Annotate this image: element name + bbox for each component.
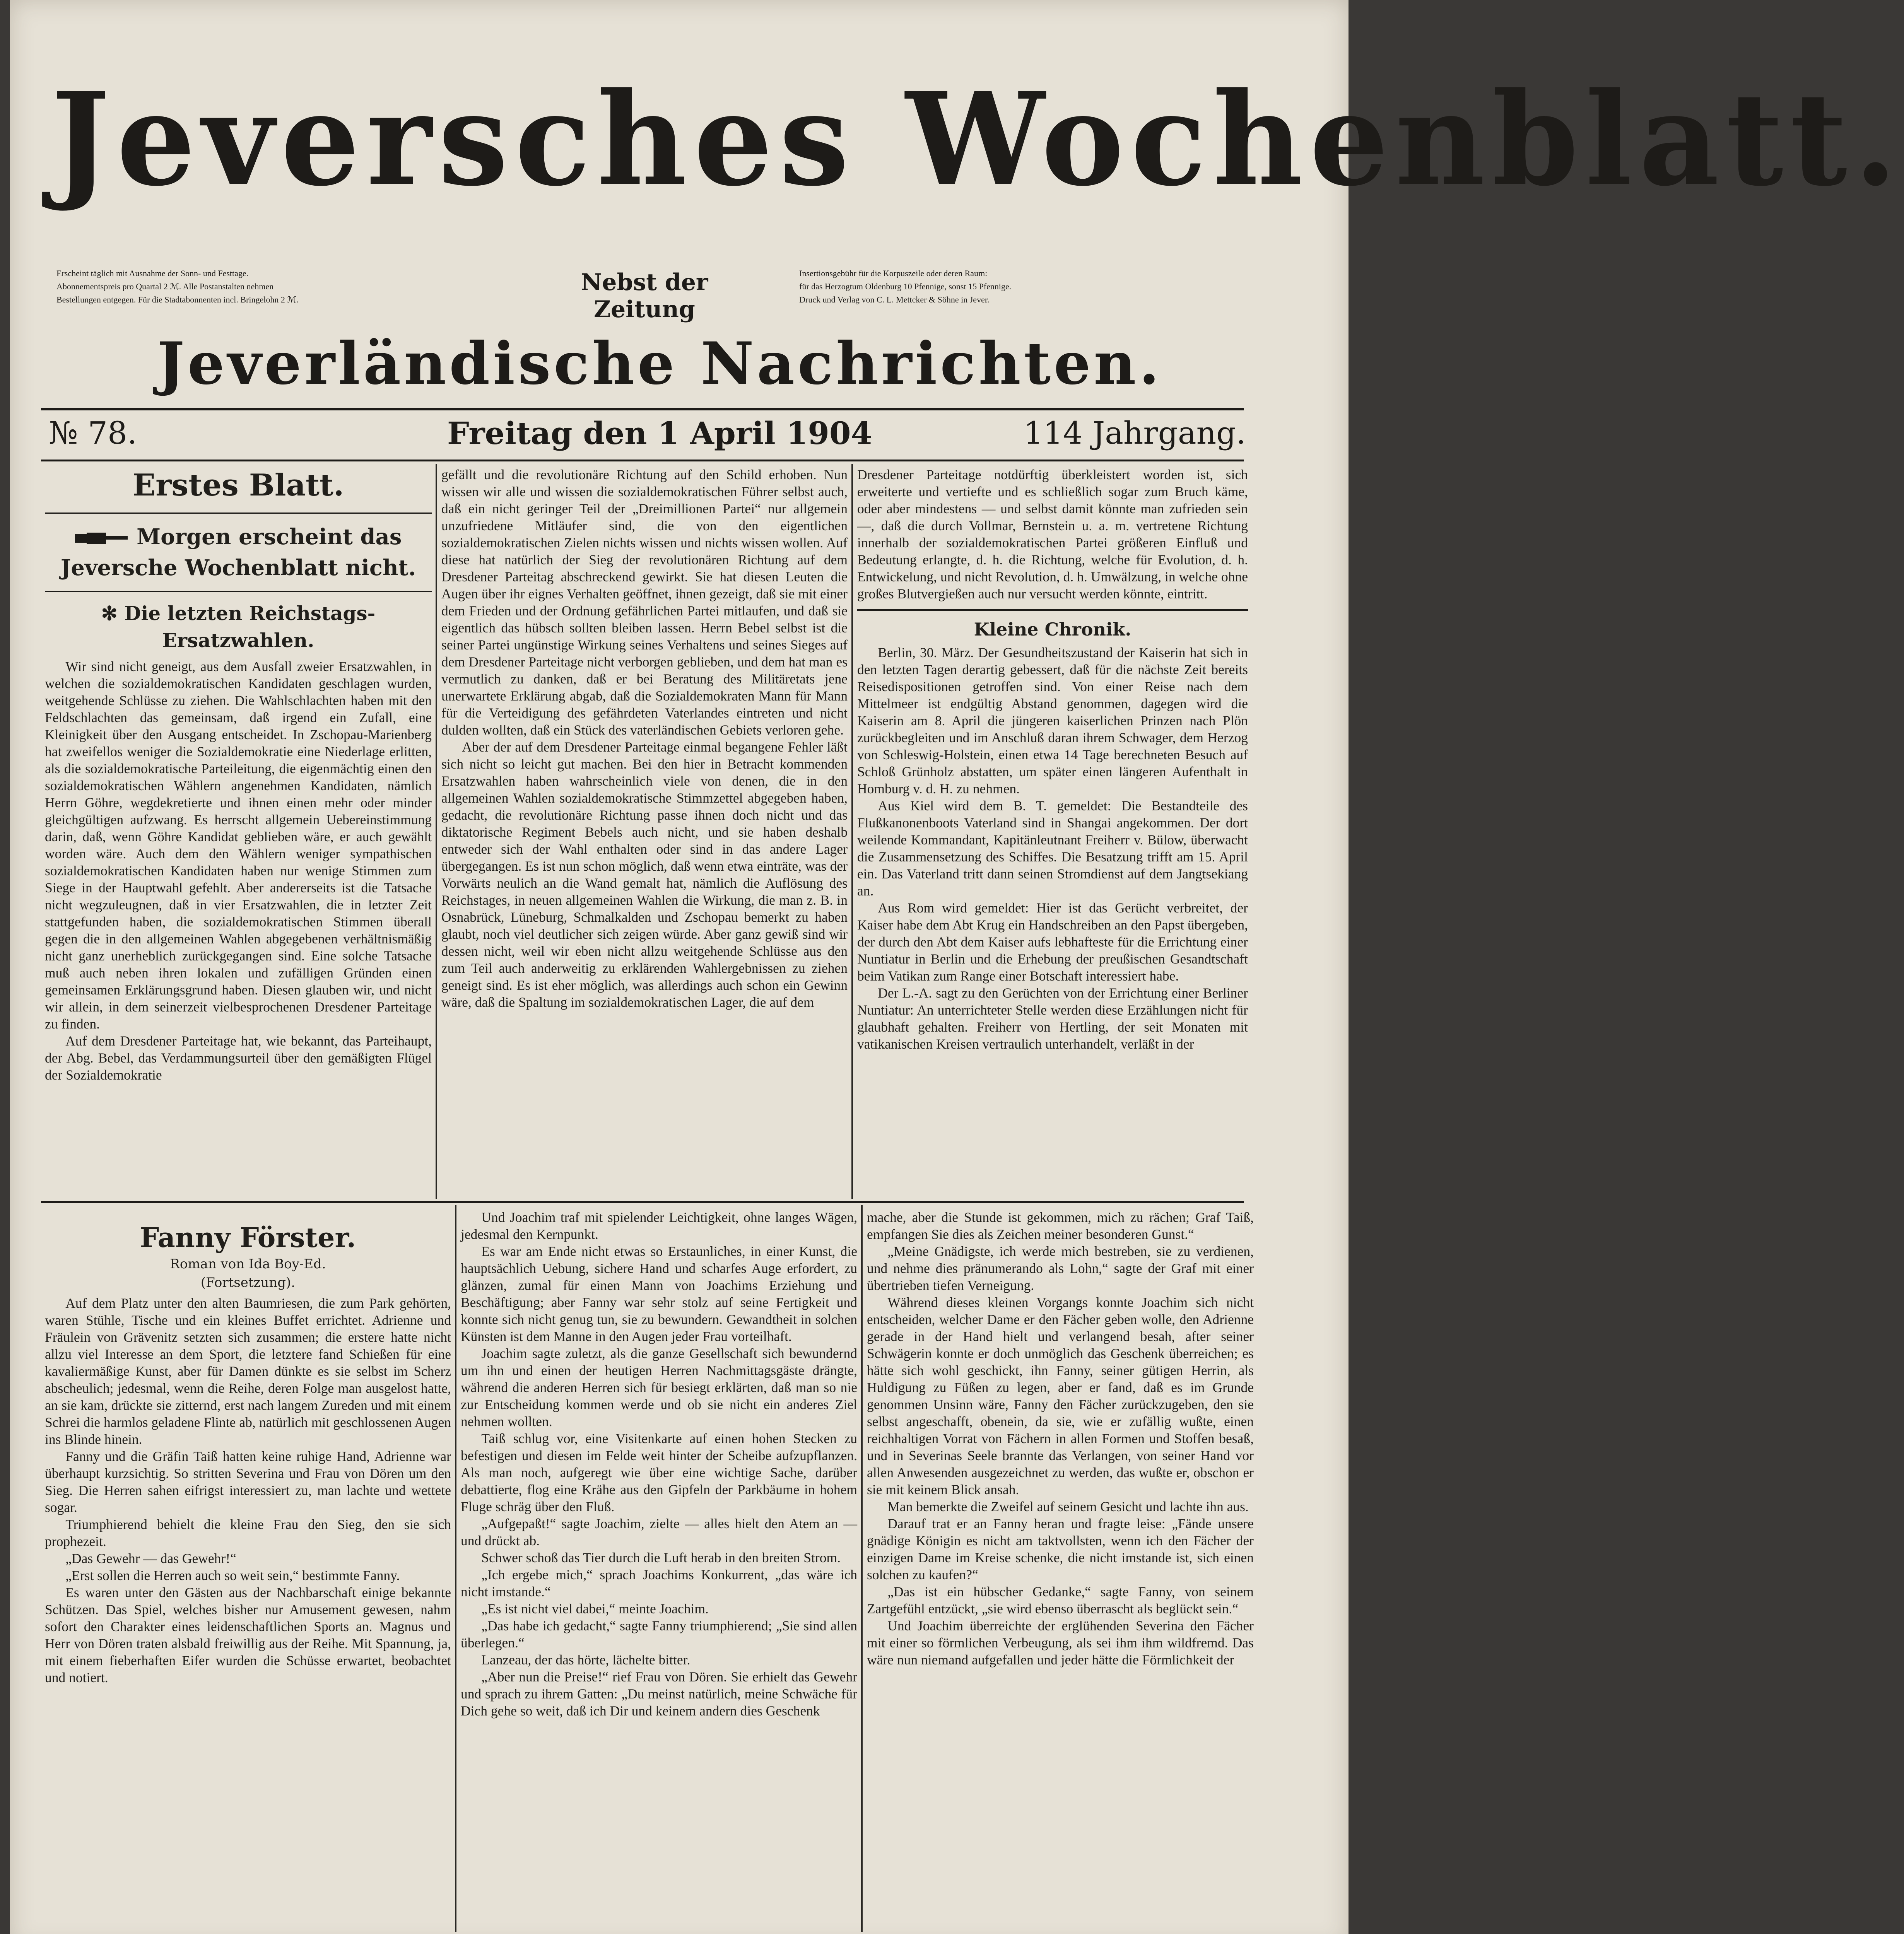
subscription-info <box>56 267 463 306</box>
chronik-paragraph: Aus Rom wird gemeldet: Hier ist das Gerücht verbreitet, der Kaiser habe dem Abt Krug ein Handschreiben an den Papst übergeben, der durch den Abt dem Kaiser aufs lebhafteste für die Errichtung einer Nuntiatur in Berlin und die Erhebung der preußischen Gesandtschaft beim Vatikan zum Range einer Botschaft interessiert habe. <box>857 900 1248 984</box>
novel-paragraph: „Das Gewehr — das Gewehr!“ <box>65 1551 236 1566</box>
article-paragraph: gefällt und die revolutionäre Richtung auf den Schild erhoben. Nun wissen wir alle und wissen die sozialdemokratischen Führer selbst auch, daß ein nicht geringer Teil der „Dreimillionen Partei“ nur allgemein unzufriedene Mitläufer sind, die von den eigentlichen sozialdemokratischen Zielen nichts wissen und nichts wissen wollen. Auf diese hat natürlich der Sieg der revolutionären Richtung auf dem Dresdener Parteitag abschreckend gewirkt. Sie hat diesen Leuten die Augen über ihr eignes Verhalten geöffnet, ihnen gezeigt, daß sie mit einer dem Frieden und der Ordnung gefährlichen Partei mitlaufen, und daß sie eigentlich das hübsch sollten bleiben lassen. Herrn Bebel selbst ist die seiner Partei ungünstige Wirkung seines Verhaltens und seines Sieges auf dem Dresdener Parteitage nicht verborgen geblieben, und dem hat man es vermutlich zu danken, daß er bei Beratung des Militäretats jene unerwartete Erklärung abgab, daß die Sozialdemokraten Mann für Mann für die Verteidigung des gefährdeten Vaterlandes eintreten und nicht dulden wollten, daß ein Stück des vaterländischen Gebiets verloren gehe. <box>441 467 848 738</box>
novel-paragraph: Und Joachim traf mit spielender Leichtigkeit, ohne langes Wägen, jedesmal den Kernpunkt. <box>461 1210 857 1242</box>
feuilleton-rule <box>41 1201 1244 1203</box>
feuilleton-column-2 <box>461 1209 857 1932</box>
feuilleton-byline: Roman von Ida Boy-Ed. <box>170 1256 326 1272</box>
chronik-title: Kleine Chronik. <box>974 619 1131 640</box>
novel-paragraph: „Aufgepaßt!“ sagte Joachim, zielte — alles hielt den Atem an — und drückt ab. <box>461 1516 857 1548</box>
novel-paragraph: Taiß schlug vor, eine Visitenkarte auf einen hohen Stecken zu befestigen und diesen im Felde weit hinter der Scheibe aufzupflanzen. Als man noch, aufgeregt wie über eine wichtige Sache, darüber debattierte, flog eine Krähe aus den Gipfeln der Parkbäume in hohem Fluge schräg über den Fluß. <box>461 1431 857 1514</box>
novel-paragraph: Joachim sagte zuletzt, als die ganze Gesellschaft sich bewundernd um ihn und einen der heutigen Herren Nachmittagsgäste drängte, während die anderen Herren sich für besiegt erklärten, daß man so nie zur Entscheidung kommen werde und ob sie nicht ein anderes Ziel nehmen wollten. <box>461 1346 857 1429</box>
newspaper-page <box>10 0 1904 1934</box>
issue-number: № 78. <box>49 415 137 451</box>
feuilleton-column-3 <box>867 1209 1254 1932</box>
novel-paragraph: „Das ist ein hübscher Gedanke,“ sagte Fanny, von seinem Zartgefühl entzückt, „sie wird ebenso überrascht als beglückt sein.“ <box>867 1584 1254 1616</box>
section-rule <box>857 609 1248 611</box>
dateline-bottom-rule <box>41 460 1244 461</box>
column-divider <box>861 1205 863 1932</box>
column-divider <box>436 464 437 1199</box>
pointing-hand-icon <box>75 529 129 548</box>
feuilleton-title: Fanny Förster. <box>140 1222 356 1254</box>
column-1 <box>45 466 432 1197</box>
novel-paragraph: Lanzeau, der das hörte, lächelte bitter. <box>481 1652 690 1667</box>
column-divider <box>455 1205 456 1932</box>
subscription-line: Abonnementspreis pro Quartal 2 ℳ. Alle Postanstalten nehmen <box>56 282 274 291</box>
erstes-blatt-label: Erstes Blatt. <box>132 468 344 503</box>
advertising-line: für das Herzogtum Oldenburg 10 Pfennige, sonst 15 Pfennige. <box>799 282 1012 291</box>
notice-rule <box>45 513 432 514</box>
novel-paragraph: Während dieses kleinen Vorgangs konnte Joachim sich nicht entscheiden, welcher Dame er den Fächer geben wolle, den Adrienne gerade in der Hand hielt und verlangend besah, after seiner Schwägerin konnte er doch unmöglich das Geschenk überreichen; es hätte sich wohl geschickt, ihn Fanny, seiner gütigen Herrin, als Huldigung zu Füßen zu legen, aber er fand, daß es im Grunde genommen Unsinn wäre, Fanny den Fächer zurückzugeben, den sie selbst angeschafft, obenein, da sie, wie er zufällig wußte, einen reichhaltigen Vorrat von Fächern in allen Formen und Stoffen besaß, und in Severinas Seele brannte das Verlangen, von seiner Hand vor allen Anwesenden ausgezeichnet zu werden, das wußte er, obschon er sie mit keinem Blick ansah. <box>867 1295 1254 1497</box>
novel-paragraph: Und Joachim überreichte der erglühenden Severina den Fächer mit einer so förmlichen Verbeugung, als sei ihm ihm wildfremd. Das wäre nun niemand aufgefallen und jeder hätte die Förmlichkeit der <box>867 1618 1254 1667</box>
article-paragraph: Dresdener Parteitage notdürftig überkleistert worden ist, sich erweiterte und vertiefte und es schließlich sogar zum Bruch käme, oder aber mindestens — und selbst damit könnte man zufrieden sein —, daß die durch Vollmar, Bernstein u. a. m. vertretene Richtung innerhalb der sozialdemokratischen Partei größeren Einfluß und Bedeutung erlangte, d. h. die Richtung, welche für Evolution, d. h. Entwickelung, und nicht Revolution, d. h. Umwälzung, in welche ohne großes Blutvergießen auch nur versucht werden könnte, eintritt. <box>857 467 1248 601</box>
chronik-paragraph: Berlin, 30. März. Der Gesundheitszustand der Kaiserin hat sich in den letzten Tagen derartig gebessert, daß für die nächste Zeit bereits Reisedispositionen getroffen sind. Von einer Reise nach dem Mittelmeer ist endgültig Abstand genommen, dagegen wird die Kaiserin am 8. April die jüngeren kaiserlichen Prinzen nach Plön zurückbegleiten und im Anschluß daran ihrem Schwager, dem Herzog von Schleswig-Holstein, einen etwa 14 Tage berechneten Besuch auf Schloß Grünholz abstatten, um später einen längeren Aufenthalt in Homburg v. d. H. zu nehmen. <box>857 645 1248 796</box>
novel-paragraph: „Ich ergebe mich,“ sprach Joachims Konkurrent, „das wäre ich nicht imstande.“ <box>461 1567 857 1599</box>
notice-rule <box>45 591 432 592</box>
masthead-title: Jeversches Wochenblatt. <box>51 64 1904 214</box>
novel-paragraph: „Erst sollen die Herren auch so weit sein,“ bestimmte Fanny. <box>65 1568 400 1583</box>
volume-number: 114 Jahrgang. <box>1024 415 1246 451</box>
advertising-line: Druck und Verlag von C. L. Mettcker & Söhne in Jever. <box>799 295 990 304</box>
feuilleton-continuation: (Fortsetzung). <box>200 1275 296 1290</box>
issue-date: Freitag den 1 April 1904 <box>447 415 873 451</box>
novel-paragraph: „Das habe ich gedacht,“ sagte Fanny triumphierend; „Sie sind allen überlegen.“ <box>461 1618 857 1650</box>
column-divider <box>851 464 853 1199</box>
masthead-subtitle: Jeverländische Nachrichten. <box>157 330 1162 398</box>
novel-paragraph: Schwer schoß das Tier durch die Luft herab in den breiten Strom. <box>481 1550 841 1565</box>
subscription-line: Bestellungen entgegen. Für die Stadtabonnenten incl. Bringelohn 2 ℳ. <box>56 295 299 304</box>
advertising-line: Insertionsgebühr für die Korpuszeile oder deren Raum: <box>799 268 988 278</box>
novel-paragraph: Es waren unter den Gästen aus der Nachbarschaft einige bekannte Schützen. Das Spiel, welches bisher nur Amusement gewesen, nahm sofort den Charakter eines leidenschaftlichen Sports an. Magnus und Herr von Dören traten alsbald freiwillig aus der Reihe. Mit Spannung, ja, mit einem fieberhaften Eifer wurden die Schüsse erwartet, beobachtet und notiert. <box>45 1585 451 1685</box>
notice-text: Morgen erscheint das Jeversche Wochenblatt nicht. <box>60 524 416 581</box>
novel-paragraph: Triumphierend behielt die kleine Frau den Sieg, den sie sich prophezeit. <box>45 1517 451 1549</box>
chronik-paragraph: Der L.-A. sagt zu den Gerüchten von der Errichtung einer Berliner Nuntiatur: An unterrichteter Stelle werden diese Erzählungen nicht für glaubhaft gehalten. Freiherr von Hertling, der seit Monaten mit vatikanischen Kreisen vertraulich unterhandelt, verläßt in der <box>857 985 1248 1052</box>
novel-paragraph: „Es ist nicht viel dabei,“ meinte Joachim. <box>481 1601 709 1616</box>
novel-paragraph: „Meine Gnädigste, ich werde mich bestreben, sie zu verdienen, und nehme dies pränumerando als Lohn,“ sagte der Graf mit einer übertrieben tiefen Verneigung. <box>867 1244 1254 1293</box>
article-paragraph: Auf dem Dresdener Parteitage hat, wie bekannt, das Parteihaupt, der Abg. Bebel, das Verdammungsurteil über den gemäßigten Flügel der Sozialdemokratie <box>45 1033 432 1083</box>
article-title: ✻ Die letzten Reichstags-Ersatzwahlen. <box>101 602 376 652</box>
feuilleton-column-1 <box>45 1209 451 1932</box>
subscription-line: Erscheint täglich mit Ausnahme der Sonn- und Festtage. <box>56 268 249 278</box>
novel-paragraph: Es war am Ende nicht etwas so Erstaunliches, in einer Kunst, die hauptsächlich Uebung, sichere Hand und scharfes Auge erfordert, zu glänzen, zumal für einen Mann von Joachims Erziehung und Beschäftigung; aber Fanny war sehr stolz auf seine Fertigkeit und konnte sich nicht genug tun, sie zu bewundern. Gewandtheit in solchen Künsten ist dem Manne in den Augen jeder Frau vorteilhaft. <box>461 1244 857 1344</box>
article-paragraph: Wir sind nicht geneigt, aus dem Ausfall zweier Ersatzwahlen, in welchen die sozialdemokratischen Kandidaten geschlagen wurden, weitgehende Schlüsse zu ziehen. Die Wahlschlachten haben mit den Feldschlachten das gemeinsam, daß irgend ein Zufall, eine Kleinigkeit über den Ausgang entscheidet. In Zschopau-Marienberg hat zweifellos weniger die Sozialdemokratie eine Niederlage erlitten, als die sozialdemokratische Parteileitung, die eigenmächtig einen den sozialdemokratischen Wählern angenehmen Kandidaten, nämlich Herrn Göhre, wegdekretierte und ihnen einen mehr oder minder gleichgültigen aufzwang. Es herrscht allgemein Uebereinstimmung darin, daß, wenn Göhre Kandidat geblieben wäre, er auch gewählt worden wäre. Auch dem den Wählern weniger sympathischen sozialdemokratischen Kandidaten haben nur wenige Stimmen zum Siege in der Hauptwahl gefehlt. Aber andererseits ist die Tatsache nicht wegzuleugnen, daß in vier Ersatzwahlen, die in letzter Zeit stattgefunden haben, die sozialdemokratischen Stimmen überall gegen die in den allgemeinen Wahlen abgegebenen verhältnismäßig nicht ganz unerheblich zurückgegangen sind. Eine solche Tatsache muß auch neben ihren lokalen und zufälligen Gründen einen gemeinsamen Erklärungsgrund haben. Diesen glauben wir, und nicht wir allein, in dem seinerzeit vielbesprochenen Dresdener Parteitage zu finden. <box>45 659 432 1032</box>
chronik-paragraph: Aus Kiel wird dem B. T. gemeldet: Die Bestandteile des Flußkanonenboots Vaterland sind in Shangai angekommen. Der dort weilende Kommandant, Kapitänleutnant Freiherr v. Bülow, überwacht die Zusammensetzung des Schiffes. Die Besatzung trifft am 15. April ein. Das Vaterland tritt dann seinen Stromdienst auf dem Jangtsekiang an. <box>857 798 1248 899</box>
novel-paragraph: Fanny und die Gräfin Taiß hatten keine ruhige Hand, Adrienne war überhaupt kurzsichtig. So stritten Severina und Frau von Dören um den Sieg. Die Herren sahen eifrigst interessiert zu, man lachte und wettete sogar. <box>45 1449 451 1515</box>
asterisk-icon: ✻ <box>101 602 125 625</box>
advertising-info <box>799 267 1209 306</box>
novel-paragraph: Auf dem Platz unter den alten Baumriesen, die zum Park gehörten, waren Stühle, Tische und ein kleines Buffet errichtet. Adrienne und Fräulein von Grävenitz setzten sich zusammen; die erstere hatte nicht allzu viel Interesse an dem Sport, die letztere fand Schießen für eine kavaliermäßige Kunst, aber für Damen dünkte es sie selbst im Scherz abscheulich; jedesmal, wenn die Reihe, deren Folge man ausgelost hatte, an sie kam, drückte sie zitternd, erst nach langem Zureden und mit einem Schrei die harmlos geladene Flinte ab, natürlich mit geschlossenen Augen ins Blinde hinein. <box>45 1295 451 1447</box>
article-paragraph: Aber der auf dem Dresdener Parteitage einmal begangene Fehler läßt sich nicht so leicht gut machen. Bei den hier in Betracht kommenden Ersatzwahlen haben wahrscheinlich viele von denen, die in den allgemeinen Wahlen sozialdemokratische Stimmzettel abgegeben haben, gedacht, die revolutionäre Richtung passe ihnen doch nicht und das diktatorische Regiment Bebels auch nicht, und sie haben deshalb entweder sich der Wahl enthalten oder sind in das andere Lager übergegangen. Es ist nun schon möglich, daß wenn etwa einträte, was der Vorwärts neulich an die Wand gemalt hat, nämlich die Auflösung des Reichstages, in neuen allgemeinen Wahlen die Wirkung, die man z. B. in Osnabrück, Lüneburg, Schmalkalden und Zschopau bemerkt zu haben glaubt, noch viel deutlicher sich zeigen würde. Aber ganz gewiß sind wir dessen nicht, weil wir eben nicht allzu weitgehende Schlüsse aus den zum Teil auch anderweitig zu erklärenden Wahlergebnissen zu ziehen geneigt sind. Es ist eher möglich, was allerdings auch schon ein Gewinn wäre, daß die Spaltung im sozialdemokratischen Lager, die auf dem <box>441 739 848 1010</box>
novel-paragraph: Man bemerkte die Zweifel auf seinem Gesicht und lachte ihn aus. <box>887 1499 1249 1514</box>
novel-paragraph: „Aber nun die Preise!“ rief Frau von Dören. Sie erhielt das Gewehr und sprach zu ihrem Gatten: „Du meinst natürlich, meine Schwäche für Dich gehe so weit, daß ich Dir und keinem andern dies Geschenk <box>461 1669 857 1719</box>
notice-box <box>45 514 432 591</box>
column-2 <box>441 466 848 1197</box>
supplement-note: Nebst der Zeitung <box>581 269 708 323</box>
novel-paragraph: Darauf trat er an Fanny heran und fragte leise: „Fände unsere gnädige Königin es nicht am taktvollsten, wenn ich den Fächer der einzigen Dame im Kreise schenke, die nicht imstande ist, sich einen solchen zu kaufen?“ <box>867 1516 1254 1582</box>
novel-paragraph: mache, aber die Stunde ist gekommen, mich zu rächen; Graf Taiß, empfangen Sie dies als Zeichen meiner besonderen Gunst.“ <box>867 1210 1254 1242</box>
column-3 <box>857 466 1248 1197</box>
